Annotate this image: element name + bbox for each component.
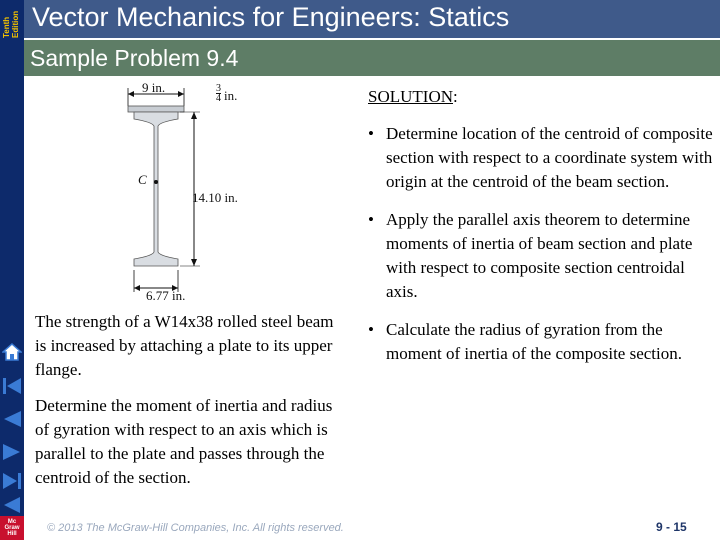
section-title: Sample Problem 9.4 bbox=[30, 45, 239, 71]
last-slide-button[interactable] bbox=[1, 470, 23, 492]
plate-thickness-unit: in. bbox=[224, 88, 238, 103]
page-number: 9 - 15 bbox=[656, 520, 687, 534]
problem-paragraph: The strength of a W14x38 rolled steel beam is increased by attaching a plate to its upper flange. bbox=[35, 312, 334, 379]
base-width-label: 6.77 in. bbox=[146, 288, 186, 303]
first-slide-button[interactable] bbox=[1, 375, 23, 397]
subtitle-bar bbox=[24, 40, 720, 76]
problem-statement bbox=[35, 310, 347, 502]
previous-slide-icon bbox=[2, 409, 22, 429]
exit-icon bbox=[2, 495, 22, 515]
copyright-notice: © 2013 The McGraw-Hill Companies, Inc. All rights reserved. bbox=[47, 522, 344, 534]
depth-label: 14.10 in. bbox=[192, 190, 238, 205]
next-slide-icon bbox=[2, 442, 22, 462]
previous-slide-button[interactable] bbox=[1, 408, 23, 430]
next-slide-button[interactable] bbox=[1, 441, 23, 463]
beam-diagram bbox=[120, 82, 260, 304]
solution-heading: SOLUTION: bbox=[368, 87, 458, 106]
solution-steps bbox=[368, 122, 713, 380]
plate-thickness-fraction: 3 4 bbox=[216, 83, 221, 104]
edition-badge bbox=[0, 0, 24, 40]
title-bar bbox=[24, 0, 720, 38]
page-title: Vector Mechanics for Engineers: Statics bbox=[32, 2, 510, 32]
last-slide-icon bbox=[2, 471, 22, 491]
bullet-icon: • bbox=[368, 210, 374, 229]
home-icon bbox=[2, 342, 22, 362]
solution-step: • Calculate the radius of gyration from the moment of inertia of the composite section. bbox=[368, 320, 683, 363]
centroid-label: C bbox=[138, 172, 147, 187]
first-slide-icon bbox=[2, 376, 22, 396]
bullet-icon: • bbox=[368, 320, 374, 339]
exit-button[interactable] bbox=[1, 494, 23, 516]
home-button[interactable] bbox=[1, 341, 23, 363]
beam-section-figure bbox=[120, 82, 260, 304]
mcgraw-hill-logo: Mc Graw Hill bbox=[0, 516, 24, 540]
edition-label: Tenth Edition bbox=[2, 10, 20, 38]
solution-step: • Apply the parallel axis theorem to determine moments of inertia of beam section and plate with respect to composite section centroidal axis. bbox=[368, 210, 693, 301]
flange-width-label: 9 in. bbox=[142, 80, 166, 95]
problem-paragraph: Determine the moment of inertia and radius of gyration with respect to an axis which is parallel to the plate and passes through the centroid of the section. bbox=[35, 396, 333, 487]
solution-step: • Determine location of the centroid of composite section with respect to a coordinate system with origin at the centroid of the beam section. bbox=[368, 124, 713, 191]
bullet-icon: • bbox=[368, 124, 374, 143]
